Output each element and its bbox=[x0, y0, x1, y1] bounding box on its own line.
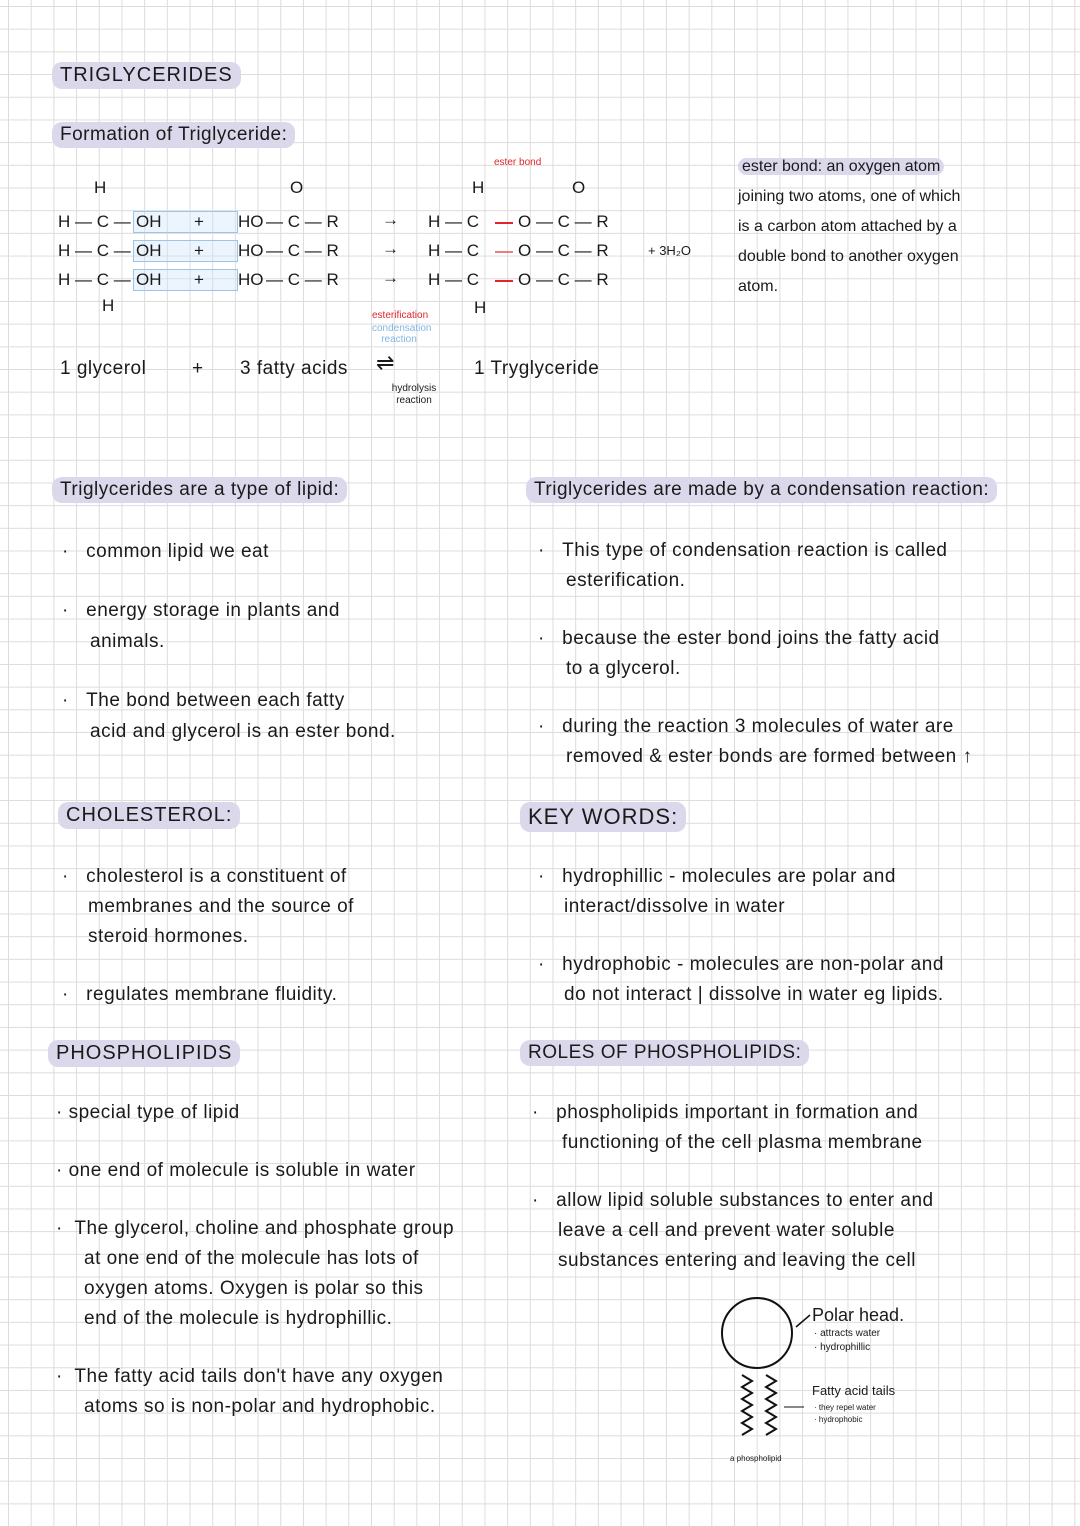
equilibrium-arrow-icon: ⇌ bbox=[376, 350, 395, 375]
bullet-text: animals. bbox=[90, 631, 165, 652]
bullet-text: during the reaction 3 molecules of water are bbox=[562, 716, 954, 737]
product-row: H — C bbox=[428, 241, 479, 260]
hydroxyl: OH bbox=[136, 241, 162, 260]
bullet-text: The glycerol, choline and phosphate group bbox=[74, 1218, 455, 1239]
atom-h: H bbox=[102, 296, 115, 315]
roles-heading: ROLES OF PHOSPHOLIPIDS: bbox=[520, 1040, 809, 1066]
bullet-text: allow lipid soluble substances to enter and bbox=[556, 1190, 934, 1211]
equation-glycerol: 1 glycerol bbox=[60, 358, 147, 379]
definition-line: atom. bbox=[738, 278, 779, 295]
bullet-text: functioning of the cell plasma membrane bbox=[562, 1132, 923, 1153]
lipid-heading: Triglycerides are a type of lipid: bbox=[52, 477, 347, 503]
ester-group: O — C — R bbox=[518, 212, 609, 231]
bullet-text: leave a cell and prevent water soluble bbox=[558, 1220, 895, 1241]
roles-list: · phospholipids important in formation and functioning of the cell plasma membrane · allow lipid soluble substances to enter and leave a cell and prevent water soluble substances entering and leaving the cell bbox=[532, 1098, 934, 1276]
page-title: TRIGLYCERIDES bbox=[52, 62, 241, 89]
bullet-text: hydrophobic - molecules are non-polar and bbox=[562, 954, 944, 975]
bullet-text: do not interact | dissolve in water eg lipids. bbox=[564, 984, 944, 1005]
arrow-icon: → bbox=[382, 210, 399, 229]
formation-heading: Formation of Triglyceride: bbox=[52, 122, 295, 148]
bullet-text: This type of condensation reaction is called bbox=[562, 540, 948, 561]
ester-group: O — C — R bbox=[518, 241, 609, 260]
acid-group: — C — R bbox=[266, 241, 339, 260]
bullet-text: to a glycerol. bbox=[566, 658, 681, 679]
hydroxyl: OH bbox=[136, 270, 162, 289]
atom-o: O bbox=[572, 178, 586, 197]
bullet-text: oxygen atoms. Oxygen is polar so this bbox=[84, 1278, 424, 1299]
bullet-text: end of the molecule is hydrophillic. bbox=[84, 1308, 393, 1329]
fatty-acid-tail bbox=[742, 1375, 752, 1435]
bullet-text: common lipid we eat bbox=[86, 541, 269, 562]
plus: + bbox=[194, 241, 204, 260]
hydroxyl: OH bbox=[136, 212, 162, 231]
fatty-acid-tail bbox=[766, 1375, 776, 1435]
keywords-heading: KEY WORDS: bbox=[520, 802, 686, 832]
atom-h: H bbox=[472, 178, 485, 197]
bullet-text: atoms so is non-polar and hydrophobic. bbox=[84, 1396, 436, 1417]
bullet-text: regulates membrane fluidity. bbox=[86, 984, 338, 1005]
atom-h: H bbox=[474, 298, 487, 317]
bullet-text: The fatty acid tails don't have any oxygen bbox=[74, 1366, 444, 1387]
hydroxyl: HO bbox=[238, 212, 264, 231]
bullet-text: special type of lipid bbox=[68, 1102, 240, 1123]
hydroxyl: HO bbox=[238, 241, 264, 260]
plus: + bbox=[194, 212, 204, 231]
cholesterol-list: · cholesterol is a constituent of membranes and the source of steroid hormones. · regulates membrane fluidity. bbox=[62, 866, 354, 1005]
arrow-icon: → bbox=[382, 239, 399, 258]
bullet-text: removed & ester bonds are formed between ↑ bbox=[566, 746, 973, 767]
bullet-text: energy storage in plants and bbox=[86, 600, 340, 621]
definition-line: is a carbon atom attached by a bbox=[738, 218, 957, 235]
equation-plus: + bbox=[192, 358, 204, 379]
ester-bond-definition bbox=[738, 152, 960, 302]
bullet-text: acid and glycerol is an ester bond. bbox=[90, 721, 396, 742]
diagram-caption: a phospholipid bbox=[730, 1454, 782, 1463]
keywords-list: · hydrophillic - molecules are polar and interact/dissolve in water · hydrophobic - molecules are non-polar and do not interact | dissolve in water eg lipids. bbox=[538, 862, 944, 1010]
glycerol-row: H — C — bbox=[58, 270, 131, 289]
bullet-text: esterification. bbox=[566, 570, 686, 591]
atom-h: H bbox=[94, 178, 107, 197]
polar-head-notes: · attracts water · hydrophillic bbox=[814, 1328, 881, 1353]
product-row: H — C bbox=[428, 212, 479, 231]
bullet-text: interact/dissolve in water bbox=[564, 896, 786, 917]
ester-bond-label: ester bond bbox=[494, 157, 542, 168]
plus: + bbox=[194, 270, 204, 289]
esterification-label: esterification bbox=[372, 310, 429, 321]
equation-fatty-acids: 3 fatty acids bbox=[240, 358, 348, 379]
bullet-text: hydrophillic - molecules are polar and bbox=[562, 866, 896, 887]
equation-product: 1 Tryglyceride bbox=[474, 358, 600, 379]
cholesterol-heading: CHOLESTEROL: bbox=[58, 802, 240, 829]
bullet-text: membranes and the source of bbox=[88, 896, 354, 917]
tail-label: Fatty acid tails bbox=[812, 1383, 896, 1398]
ester-group: O — C — R bbox=[518, 270, 609, 289]
condensation-list: · This type of condensation reaction is called esterification. · because the ester bond joins the fatty acid to a glycerol. · during the reaction 3 molecules of water are removed & ester bonds are formed between ↑ bbox=[538, 536, 972, 772]
phospholipid-diagram bbox=[700, 1290, 820, 1460]
note: hydrophobic bbox=[818, 1415, 863, 1424]
glycerol-row: H — C — bbox=[58, 241, 131, 260]
acid-group: — C — R bbox=[266, 212, 339, 231]
note: hydrophillic bbox=[820, 1342, 871, 1353]
water-product: + 3H₂O bbox=[648, 243, 691, 258]
atom-o: O bbox=[290, 178, 304, 197]
glycerol-row: H — C — bbox=[58, 212, 131, 231]
acid-group: — C — R bbox=[266, 270, 339, 289]
phospholipids-list: · special type of lipid · one end of molecule is soluble in water · The glycerol, choline and phosphate group at one end of the molecule has lots of oxygen atoms. Oxygen is polar so this end of the molecule is hydrophillic. · The fatty acid tails don't have any oxygen atoms so is non-polar and hydrophobic. bbox=[56, 1098, 454, 1422]
hydroxyl: HO bbox=[238, 270, 264, 289]
condensation-label: condensation reaction bbox=[372, 323, 432, 345]
note: they repel water bbox=[818, 1403, 876, 1412]
bullet-text: substances entering and leaving the cell bbox=[558, 1250, 917, 1271]
arrow-icon: → bbox=[382, 268, 399, 287]
definition-line: joining two atoms, one of which bbox=[738, 188, 961, 205]
tail-notes: · they repel water · hydrophobic bbox=[814, 1403, 876, 1424]
bullet-text: The bond between each fatty bbox=[86, 690, 345, 711]
bullet-text: phospholipids important in formation and bbox=[556, 1102, 919, 1123]
bullet-text: one end of molecule is soluble in water bbox=[68, 1160, 416, 1181]
note: attracts water bbox=[820, 1328, 881, 1339]
hydrolysis-label: hydrolysis reaction bbox=[391, 383, 437, 406]
lipid-list: · common lipid we eat · energy storage in plants and animals. · The bond between each fatty acid and glycerol is an ester bond. bbox=[62, 536, 396, 747]
polar-head-shape bbox=[722, 1298, 792, 1368]
bullet-text: steroid hormones. bbox=[88, 926, 249, 947]
definition-line: double bond to another oxygen bbox=[738, 248, 959, 265]
polar-head-label: Polar head. bbox=[812, 1305, 905, 1325]
product-row: H — C bbox=[428, 270, 479, 289]
bullet-text: at one end of the molecule has lots of bbox=[84, 1248, 419, 1269]
head-pointer-arrow bbox=[796, 1315, 810, 1327]
phospholipids-heading: PHOSPHOLIPIDS bbox=[48, 1040, 240, 1067]
condensation-heading: Triglycerides are made by a condensation reaction: bbox=[526, 477, 997, 503]
definition-line: ester bond: an oxygen atom bbox=[738, 158, 944, 175]
bullet-text: because the ester bond joins the fatty acid bbox=[562, 628, 940, 649]
bullet-text: cholesterol is a constituent of bbox=[86, 866, 347, 887]
